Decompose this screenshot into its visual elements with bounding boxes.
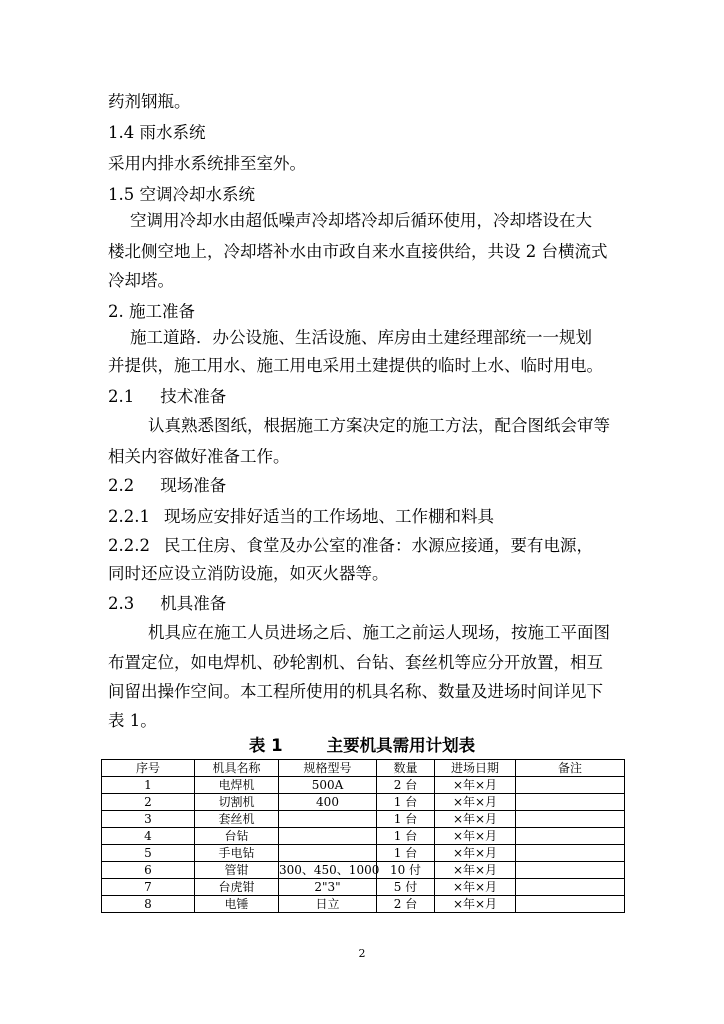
table-cell: 1 — [102, 777, 195, 794]
table-row — [102, 862, 625, 879]
table-cell: ×年×月 — [435, 828, 516, 845]
paragraph-line: 间留出操作空间。本工程所使用的机具名称、数量及进场时间详见下 — [108, 682, 603, 701]
paragraph-line: 布置定位，如电焊机、砂轮割机、台钻、套丝机等应分开放置，相互 — [108, 653, 603, 672]
section-heading-1-4: 1.4 雨水系统 — [108, 123, 206, 142]
table-header-row — [102, 760, 625, 777]
page-number: 2 — [358, 947, 366, 960]
table-caption-title: 主要机具需用计划表 — [326, 736, 476, 755]
table-cell — [516, 879, 625, 896]
table-cell: ×年×月 — [435, 811, 516, 828]
table-cell: ×年×月 — [435, 862, 516, 879]
table-caption-number: 表 1 — [248, 736, 283, 755]
table-cell: 1 台 — [377, 828, 435, 845]
heading-title: 机具准备 — [160, 594, 227, 613]
table-cell: 2"3" — [279, 879, 377, 896]
header-cell: 规格型号 — [279, 760, 377, 777]
table-cell: 8 — [102, 896, 195, 913]
table-cell: 台虎钳 — [195, 879, 279, 896]
header-cell: 备注 — [516, 760, 625, 777]
heading-number: 2.2.1 — [108, 507, 150, 526]
table-cell: ×年×月 — [435, 845, 516, 862]
table-cell: 手电钻 — [195, 845, 279, 862]
table-cell — [516, 845, 625, 862]
header-cell: 序号 — [102, 760, 195, 777]
table-cell: 5 付 — [377, 879, 435, 896]
section-heading-2-2-1 — [108, 504, 618, 530]
table-cell: 300、450、1000 — [279, 863, 380, 877]
section-heading-2-2 — [108, 473, 618, 499]
table-cell: 3 — [102, 811, 195, 828]
paragraph-line: 采用内排水系统排至室外。 — [108, 154, 306, 173]
table-cell — [279, 828, 377, 845]
heading-text: 民工住房、食堂及办公室的准备：水源应接通，要有电源， — [163, 536, 593, 555]
table-cell: 台钻 — [195, 828, 279, 845]
header-cell: 进场日期 — [435, 760, 516, 777]
table-row — [102, 879, 625, 896]
paragraph-line: 并提供，施工用水、施工用电采用土建提供的临时上水、临时用电。 — [108, 356, 603, 375]
table-cell — [516, 811, 625, 828]
table-cell: ×年×月 — [435, 896, 516, 913]
paragraph-line: 施工道路．办公设施、生活设施、库房由土建经理部统一一规划 — [130, 328, 592, 347]
table-cell — [516, 828, 625, 845]
table-cell — [279, 845, 377, 862]
table-row — [102, 811, 625, 828]
heading-number: 2.1 — [108, 387, 135, 406]
table-cell: 4 — [102, 828, 195, 845]
heading-text: 现场应安排好适当的工作场地、工作棚和料具 — [163, 507, 494, 526]
paragraph-line: 表 1。 — [108, 711, 157, 730]
heading-number: 2.2 — [108, 476, 135, 495]
table-cell: 6 — [102, 862, 195, 879]
table-cell: 2 台 — [377, 896, 435, 913]
table-cell: 10 付 — [377, 862, 435, 879]
heading-title: 现场准备 — [160, 476, 227, 495]
table-cell: ×年×月 — [435, 879, 516, 896]
table-cell: 2 台 — [377, 777, 435, 794]
heading-title: 技术准备 — [160, 387, 227, 406]
header-cell: 数量 — [377, 760, 435, 777]
table-row — [102, 777, 625, 794]
section-heading-2: 2. 施工准备 — [108, 302, 195, 321]
section-heading-2-3 — [108, 591, 618, 617]
paragraph-line: 冷却塔。 — [108, 271, 174, 290]
table-cell: 2 — [102, 794, 195, 811]
paragraph-line: 相关内容做好准备工作。 — [108, 447, 290, 466]
table-cell: 管钳 — [195, 862, 279, 879]
table-caption — [100, 735, 624, 757]
table-cell: ×年×月 — [435, 777, 516, 794]
table-row — [102, 896, 625, 913]
table-cell — [516, 794, 625, 811]
table-cell: 日立 — [279, 896, 377, 913]
table-cell — [516, 777, 625, 794]
table-row — [102, 828, 625, 845]
table-cell — [279, 811, 377, 828]
paragraph-line: 药剂钢瓶。 — [108, 92, 191, 111]
table-cell: 1 台 — [377, 794, 435, 811]
equipment-table — [101, 759, 625, 913]
heading-number: 2.2.2 — [108, 536, 150, 555]
section-heading-2-2-2 — [108, 533, 618, 559]
paragraph-line: 机具应在施工人员进场之后、施工之前运人现场，按施工平面图 — [148, 623, 610, 642]
table-cell: 500A — [279, 777, 377, 794]
table-row — [102, 845, 625, 862]
table-cell: 1 台 — [377, 811, 435, 828]
section-heading-1-5: 1.5 空调冷却水系统 — [108, 185, 255, 204]
table-cell — [516, 862, 625, 879]
paragraph-line: 楼北侧空地上，冷却塔补水由市政自来水直接供给，共设 2 台横流式 — [108, 242, 608, 261]
table-cell: 套丝机 — [195, 811, 279, 828]
paragraph-line: 认真熟悉图纸，根据施工方案决定的施工方法，配合图纸会审等 — [148, 416, 610, 435]
table-row — [102, 794, 625, 811]
table-cell: 1 台 — [377, 845, 435, 862]
table-cell: 400 — [279, 794, 377, 811]
section-heading-2-1 — [108, 384, 618, 410]
table-cell: ×年×月 — [435, 794, 516, 811]
header-cell: 机具名称 — [195, 760, 279, 777]
table-cell: 电锤 — [195, 896, 279, 913]
heading-number: 2.3 — [108, 594, 135, 613]
table-cell: 7 — [102, 879, 195, 896]
table-cell — [516, 896, 625, 913]
paragraph-line: 空调用冷却水由超低噪声冷却塔冷却后循环使用，冷却塔设在大 — [130, 211, 592, 230]
table-cell: 5 — [102, 845, 195, 862]
table-cell: 切割机 — [195, 794, 279, 811]
paragraph-line: 同时还应设立消防设施，如灭火器等。 — [108, 564, 389, 583]
table-cell: 电焊机 — [195, 777, 279, 794]
